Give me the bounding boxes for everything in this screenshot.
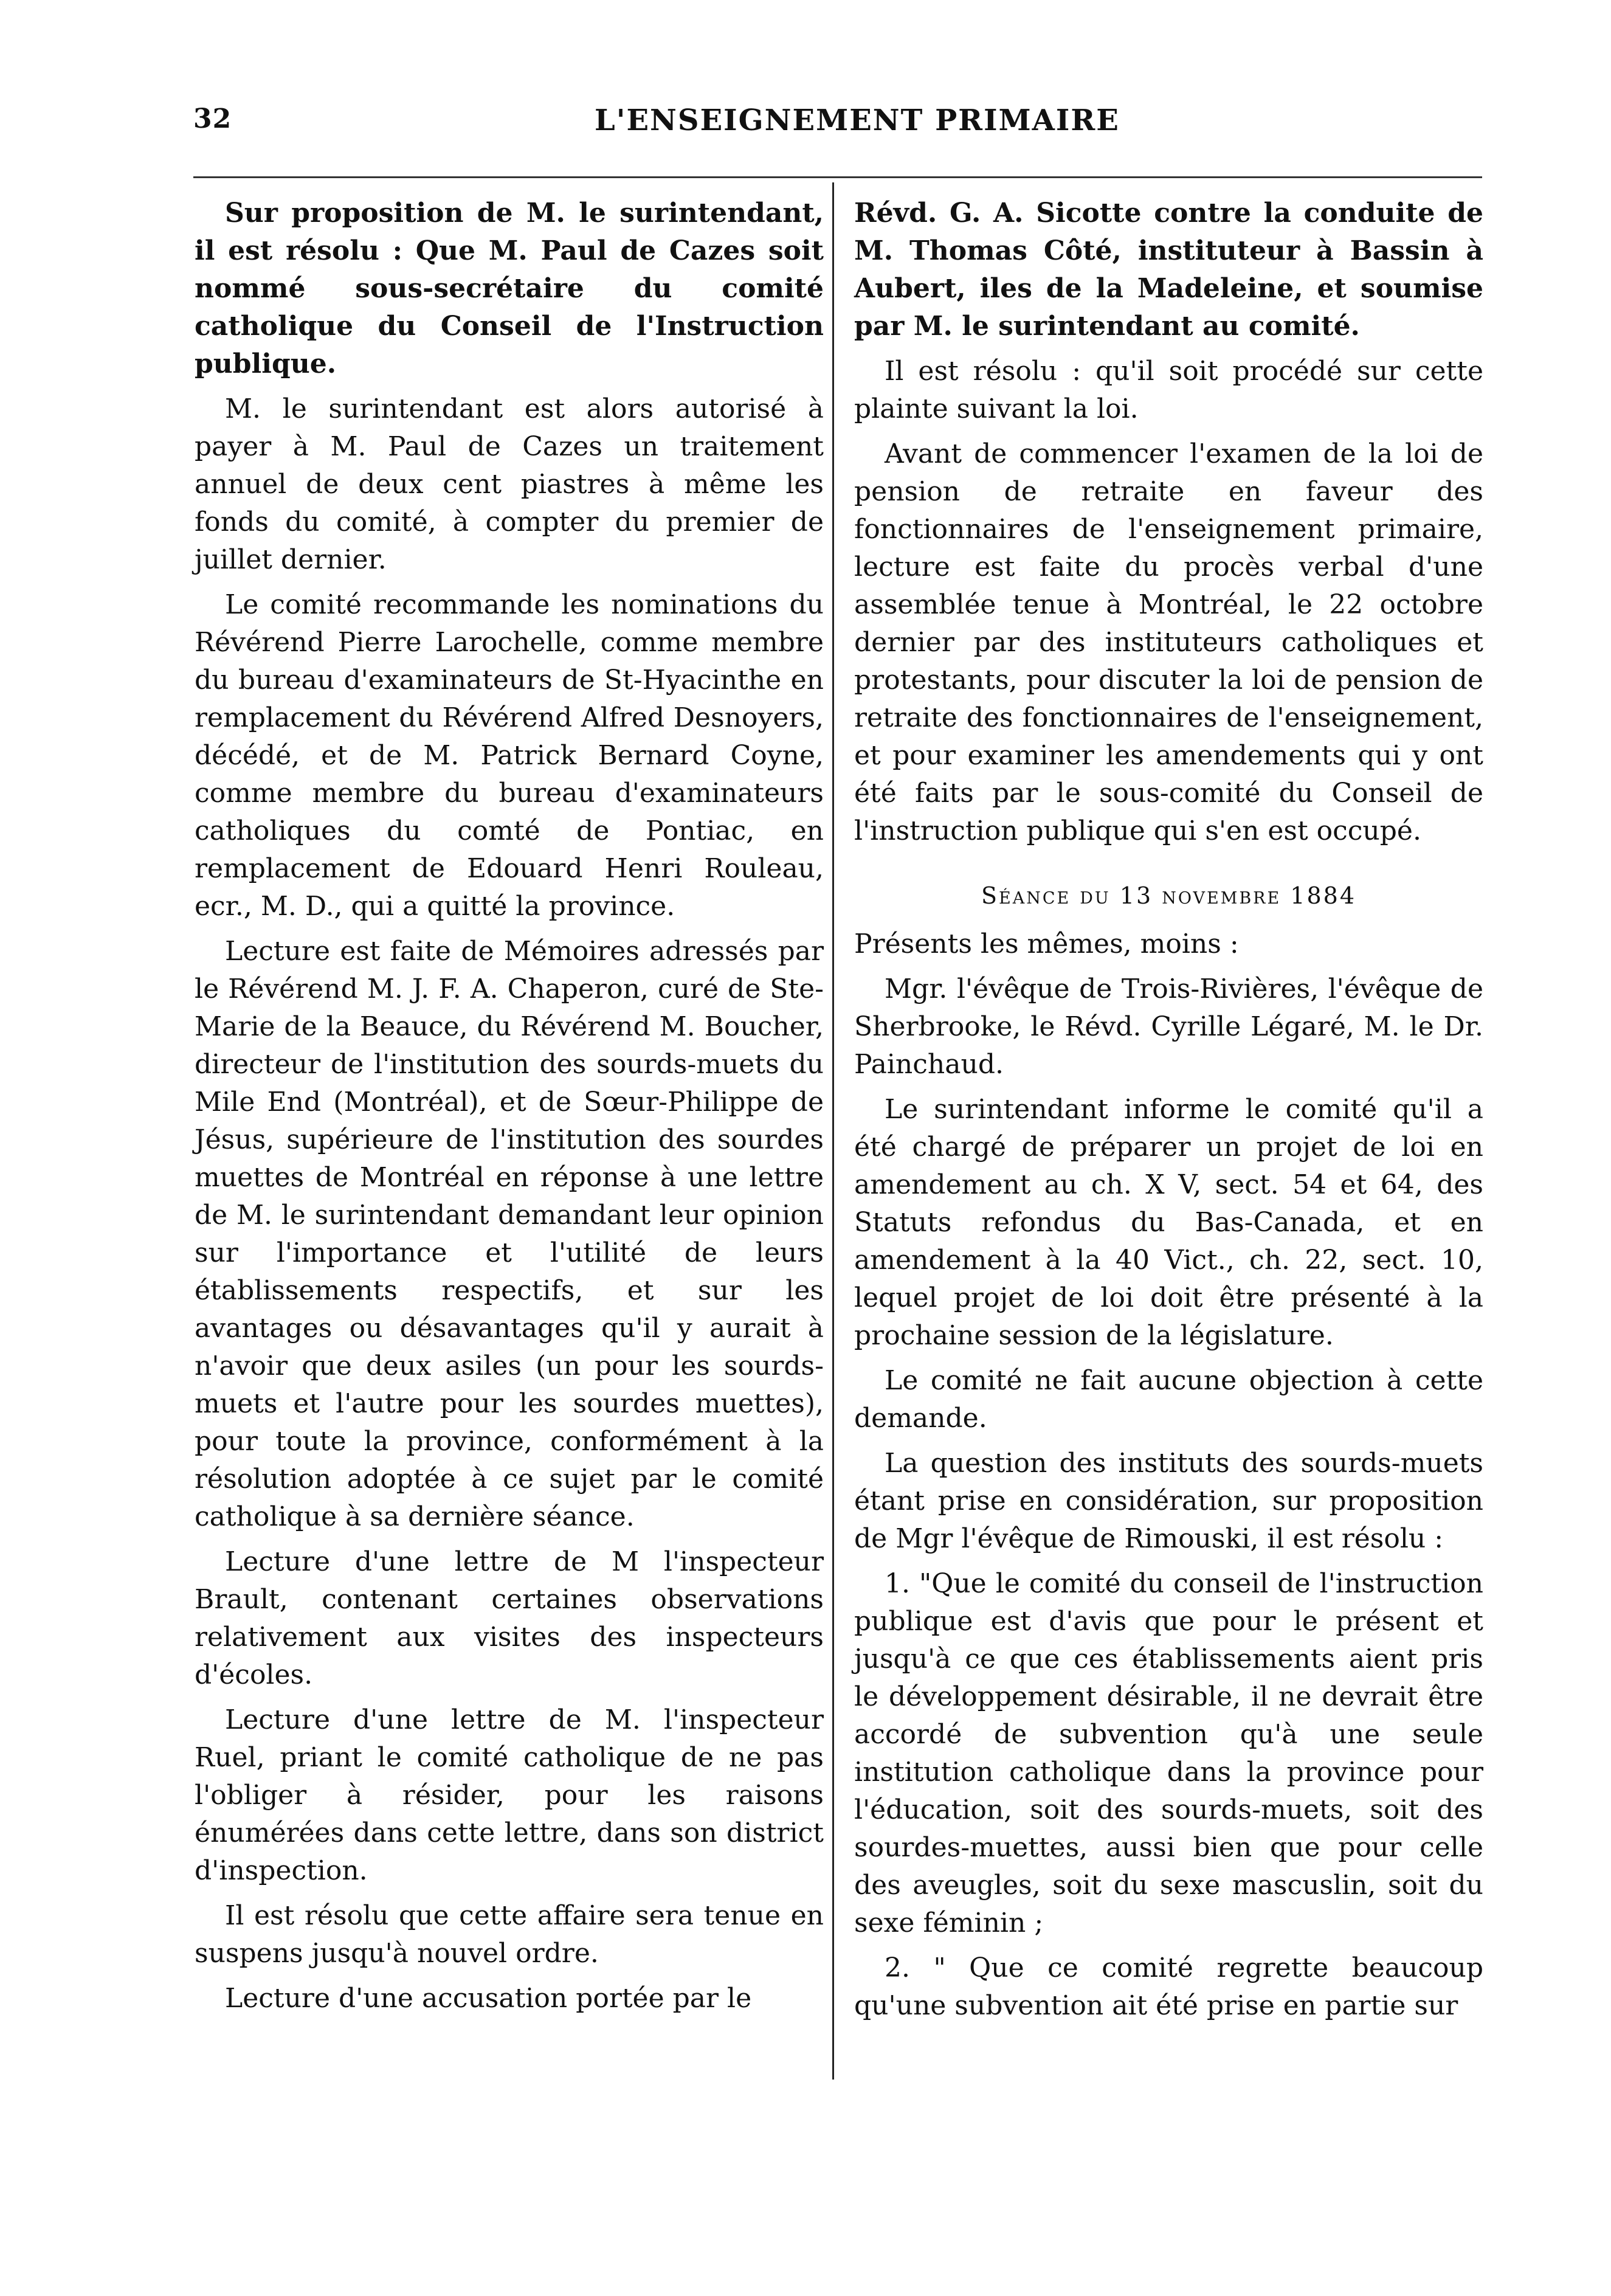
paragraph: Avant de commencer l'examen de la loi de pension de retraite en faveur des fonctionnaires de l'enseignement primaire, lecture est faite du procès verbal d'une assemblée tenue à Montréal, le 22 octobre dernier par des instituteurs catholiques et protestants, pour discuter la loi de pension de retraite des fonctionnaires de l'enseignement, et pour examiner les amendements qui y ont été faits par le sous-comité du Conseil de l'instruction publique qui s'en est occupé. <box>854 438 1483 846</box>
paragraph: Le comité recommande les nominations du Révérend Pierre Larochelle, comme membre du bureau d'examinateurs de St-Hyacinthe en remplacement du Révérend Alfred Desnoyers, décédé, et de M. Patrick Bernard Coyne, comme membre du bureau d'examinateurs catholiques du comté de Pontiac, en remplacement de Edouard Henri Rouleau, ecr., M. D., qui a quitté la province. <box>195 589 824 922</box>
paragraph: Le surintendant informe le comité qu'il a été chargé de préparer un projet de loi en amendement au ch. X V, sect. 54 et 64, des Statuts refondus du Bas-Canada, et en amendement à la 40 Vict., ch. 22, sect. 10, lequel projet de loi doit être présenté à la prochaine session de la législature. <box>854 1094 1483 1351</box>
column-divider <box>832 182 834 2080</box>
paragraph: Présents les mêmes, moins : <box>854 928 1239 960</box>
section-heading <box>854 877 1483 915</box>
paragraph: Sur proposition de M. le surintendant, il est résolu : Que M. Paul de Cazes soit nommé sous-secrétaire du comité catholique du Conseil de l'Instruction publique. <box>195 198 824 379</box>
section-heading-prefix: Séance du <box>981 882 1120 909</box>
right-column <box>854 195 1483 2032</box>
paragraph: La question des instituts des sourds-muets étant prise en considération, sur proposition de Mgr l'évêque de Rimouski, il est résolu : <box>854 1448 1483 1554</box>
page-number: 32 <box>193 103 232 134</box>
section-heading-date: 13 novembre 1884 <box>1119 882 1357 909</box>
left-column <box>195 195 824 2025</box>
paragraph: Mgr. l'évêque de Trois-Rivières, l'évêque de Sherbrooke, le Révd. Cyrille Légaré, M. le Dr. Painchaud. <box>854 973 1483 1080</box>
paragraph: Révd. G. A. Sicotte contre la conduite de M. Thomas Côté, instituteur à Bassin à Aubert, iles de la Madeleine, et soumise par M. le surintendant au comité. <box>854 198 1483 342</box>
list-item: 1. "Que le comité du conseil de l'instruction publique est d'avis que pour le présent et jusqu'à ce que ces établissements aient pris le développement désirable, il ne devrait être accordé de subvention qu'à une seule institution catholique dans la province pour l'éducation, soit des sourds-muets, soit des sourdes-muettes, aussi bien que pour celle des aveugles, soit du sexe mascuslin, soit du sexe féminin ; <box>854 1568 1483 1938</box>
paragraph: Il est résolu : qu'il soit procédé sur cette plainte suivant la loi. <box>854 356 1483 424</box>
page-header <box>193 103 1482 152</box>
running-title: L'ENSEIGNEMENT PRIMAIRE <box>595 103 1120 137</box>
paragraph: Le comité ne fait aucune objection à cette demande. <box>854 1365 1483 1434</box>
paragraph: Lecture d'une lettre de M. l'inspecteur Ruel, priant le comité catholique de ne pas l'obliger à résider, pour les raisons énumérées dans cette lettre, dans son district d'inspection. <box>195 1704 824 1886</box>
paragraph: Lecture est faite de Mémoires adressés par le Révérend M. J. F. A. Chaperon, curé de Ste-Marie de la Beauce, du Révérend M. Boucher, directeur de l'institution des sourds-muets du Mile End (Montréal), et de Sœur-Philippe de Jésus, supérieure de l'institution des sourdes muettes de Montréal en réponse à une lettre de M. le surintendant demandant leur opinion sur l'importance et l'utilité de leurs établissements respectifs, et sur les avantages ou désavantages qu'il y aurait à n'avoir que deux asiles (un pour les sourds-muets et l'autre pour les sourdes muettes), pour toute la province, conformément à la résolution adoptée à ce sujet par le comité catholique à sa dernière séance. <box>195 936 824 1532</box>
paragraph: Il est résolu que cette affaire sera tenue en suspens jusqu'à nouvel ordre. <box>195 1900 824 1969</box>
paragraph: Lecture d'une accusation portée par le <box>225 1983 752 2014</box>
paragraph: M. le surintendant est alors autorisé à payer à M. Paul de Cazes un traitement annuel de deux cent piastres à même les fonds du comité, à compter du premier de juillet dernier. <box>195 393 824 575</box>
header-rule <box>193 176 1482 178</box>
paragraph: Lecture d'une lettre de M l'inspecteur Brault, contenant certaines observations relativement aux visites des inspecteurs d'écoles. <box>195 1546 824 1690</box>
list-item: 2. " Que ce comité regrette beaucoup qu'une subvention ait été prise en partie sur <box>854 1952 1483 2021</box>
